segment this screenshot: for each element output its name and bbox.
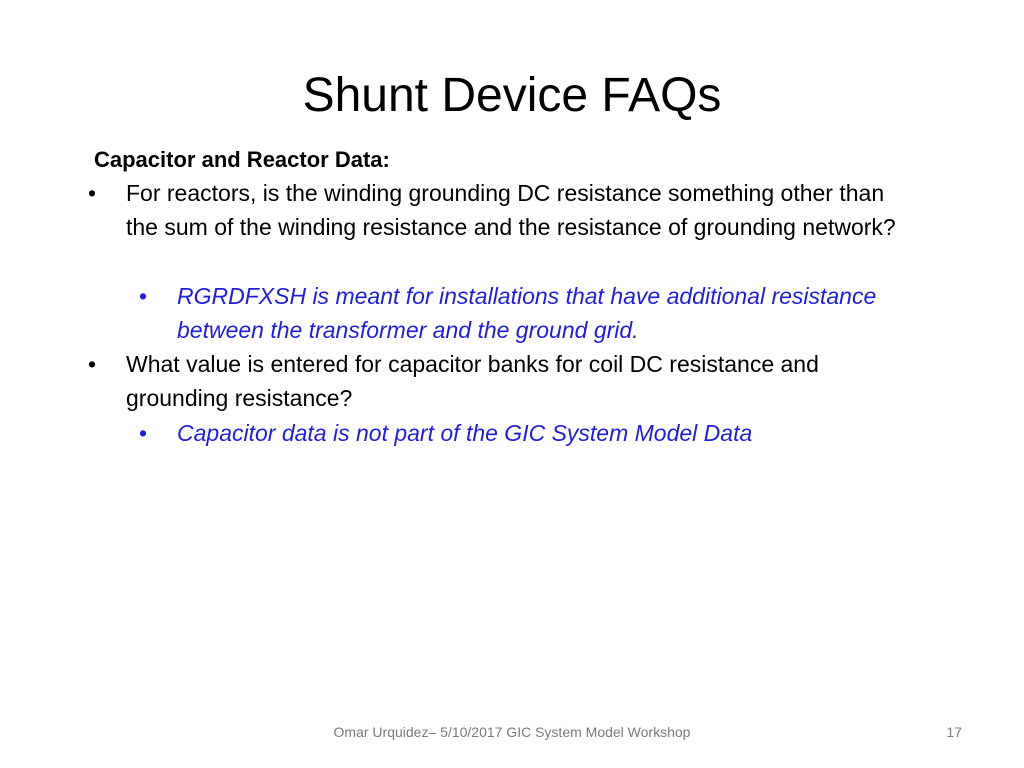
bullet-icon: • — [87, 180, 97, 206]
answer-text: RGRDFXSH is meant for installations that have additional resistance between the transformer and the ground grid. — [177, 283, 877, 343]
question-text: What value is entered for capacitor banks for coil DC resistance and grounding resistance? — [126, 351, 819, 411]
slide-footer: Omar Urquidez– 5/10/2017 GIC System Model Workshop — [333, 724, 691, 740]
bullet-icon: • — [87, 351, 97, 377]
slide-title: Shunt Device FAQs — [302, 69, 722, 122]
answer-text: Capacitor data is not part of the GIC System Model Data — [177, 420, 753, 446]
page-number: 17 — [946, 724, 962, 740]
question-text: For reactors, is the winding grounding DC resistance something other than the sum of the winding resistance and the resistance of grounding network? — [126, 180, 896, 240]
section-heading: Capacitor and Reactor Data: — [94, 147, 390, 172]
bullet-icon: • — [138, 283, 148, 309]
bullet-icon: • — [138, 420, 148, 446]
